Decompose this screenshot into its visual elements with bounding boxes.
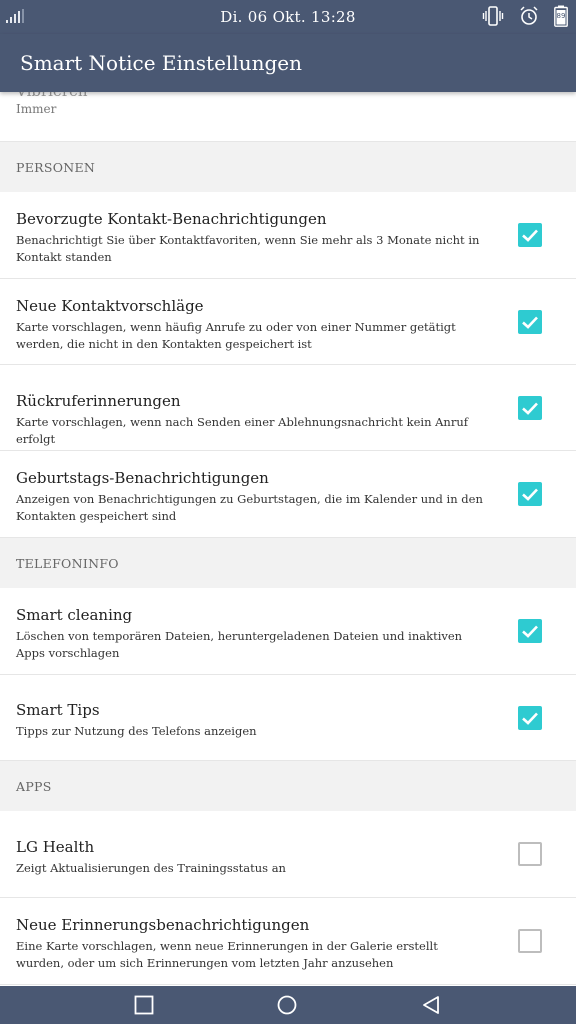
setting-new-contact-suggestions[interactable] — [0, 279, 576, 365]
setting-description: Löschen von temporären Dateien, heruntergeladenen Dateien und inaktiven Apps vorschlagen — [16, 629, 463, 660]
new-contact-suggestions-checkbox[interactable] — [518, 310, 542, 334]
setting-description: Anzeigen von Benachrichtigungen zu Geburtstagen, die im Kalender und in den Kontakten gespeichert sind — [16, 492, 483, 523]
callback-reminders-checkbox[interactable] — [518, 396, 542, 420]
recent-apps-icon[interactable] — [134, 995, 154, 1015]
page-title: Smart Notice Einstellungen — [20, 51, 303, 75]
setting-lg-health[interactable] — [0, 811, 576, 898]
setting-title: LG Health — [16, 838, 95, 856]
status-icons — [482, 5, 568, 27]
lg-health-checkbox[interactable] — [518, 842, 542, 866]
vibrate-icon — [482, 5, 504, 27]
setting-title: Neue Erinnerungsbenachrichtigungen — [16, 916, 310, 934]
checkmark-icon — [518, 482, 542, 506]
setting-description: Benachrichtigt Sie über Kontaktfavoriten, wenn Sie mehr als 3 Monate nicht in Kontakt standen — [16, 233, 480, 264]
battery-level: 89 — [556, 12, 566, 20]
vibration-setting[interactable] — [0, 92, 576, 142]
setting-description: Zeigt Aktualisierungen des Trainingsstatus an — [16, 861, 286, 875]
home-icon[interactable] — [277, 995, 297, 1015]
setting-favorite-contacts[interactable] — [0, 192, 576, 279]
status-bar — [0, 0, 576, 34]
setting-description: Eine Karte vorschlagen, wenn neue Erinnerungen in der Galerie erstellt wurden, oder um sich Erinnerungen vom letzten Jahr anzusehen — [16, 939, 438, 970]
checkmark-icon — [518, 619, 542, 643]
alarm-icon — [518, 5, 540, 27]
setting-description: Tipps zur Nutzung des Telefons anzeigen — [16, 724, 257, 738]
setting-title: Smart cleaning — [16, 606, 133, 624]
setting-new-memory-notifications[interactable] — [0, 898, 576, 985]
setting-title: Geburtstags-Benachrichtigungen — [16, 469, 269, 487]
back-icon[interactable] — [421, 995, 441, 1015]
setting-title: Neue Kontaktvorschläge — [16, 297, 204, 315]
section-header-personen: PERSONEN — [0, 142, 576, 192]
birthday-notifications-checkbox[interactable] — [518, 482, 542, 506]
favorite-contacts-checkbox[interactable] — [518, 223, 542, 247]
setting-birthday-notifications[interactable] — [0, 451, 576, 538]
new-memory-notifications-checkbox[interactable] — [518, 929, 542, 953]
setting-title: Rückruferinnerungen — [16, 392, 181, 410]
setting-callback-reminders[interactable] — [0, 365, 576, 451]
setting-smart-cleaning[interactable] — [0, 588, 576, 675]
smart-cleaning-checkbox[interactable] — [518, 619, 542, 643]
section-header-telefoninfo: TELEFONINFO — [0, 538, 576, 588]
vibration-value: Immer — [16, 102, 57, 116]
checkmark-icon — [518, 396, 542, 420]
setting-title: Bevorzugte Kontakt-Benachrichtigungen — [16, 210, 327, 228]
battery-icon — [554, 5, 568, 27]
setting-smart-tips[interactable] — [0, 675, 576, 761]
app-bar — [0, 34, 576, 92]
navigation-bar — [0, 986, 576, 1024]
checkmark-icon — [518, 310, 542, 334]
signal-icon — [6, 9, 24, 23]
checkmark-icon — [518, 223, 542, 247]
checkmark-icon — [518, 706, 542, 730]
setting-title: Smart Tips — [16, 701, 100, 719]
settings-list[interactable] — [0, 92, 576, 986]
setting-description: Karte vorschlagen, wenn nach Senden einer Ablehnungsnachricht kein Anruf erfolgt — [16, 415, 468, 446]
status-time: Di. 06 Okt. 13:28 — [220, 8, 356, 26]
smart-tips-checkbox[interactable] — [518, 706, 542, 730]
section-header-apps: APPS — [0, 761, 576, 811]
setting-description: Karte vorschlagen, wenn häufig Anrufe zu oder von einer Nummer getätigt werden, die nicht in den Kontakten gespeichert ist — [16, 320, 456, 351]
